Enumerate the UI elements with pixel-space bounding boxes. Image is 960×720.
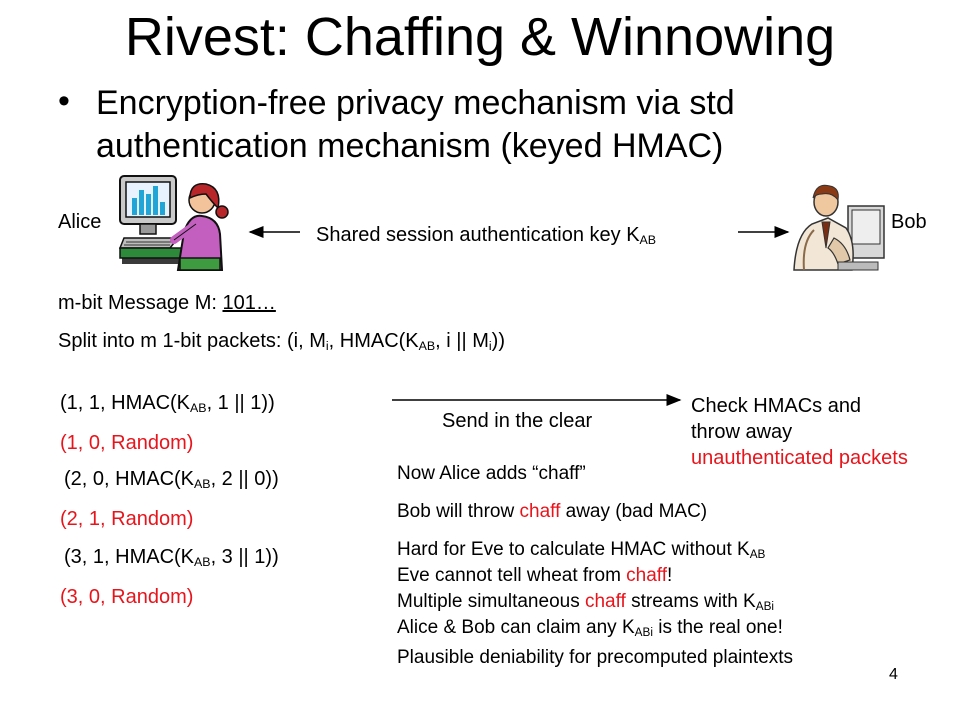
slide-title: Rivest: Chaffing & Winnowing xyxy=(124,7,836,67)
alice-label: Alice xyxy=(58,211,102,233)
packet-2-chaff: (2, 1, Random) xyxy=(60,508,194,530)
bob-label: Bob xyxy=(891,211,927,233)
packet-1-authentic: (1, 1, $HMAC(K_{AB}$, 1 || 1)) xyxy=(60,392,275,416)
bullet-line-2: authentication mechanism (keyed HMAC) xyxy=(96,127,724,165)
bullet-dot: • xyxy=(58,82,70,120)
wheat-from-chaff: Eve cannot tell wheat from chaff! xyxy=(397,565,673,586)
shared-key-label: Shared session authentication key $K_{AB}$ xyxy=(316,224,657,248)
message-value: 101… xyxy=(222,292,276,314)
message-line: m-bit Message M: 101… xyxy=(58,292,276,314)
packet-3-chaff: (3, 0, Random) xyxy=(60,586,194,608)
split-line: Split into m 1-bit packets: (i, $M_i$, $HMAC(K_{AB}$, i || $M_i$)) xyxy=(58,330,505,354)
plausible-deniability: Plausible deniability for precomputed plaintexts xyxy=(397,647,794,668)
hard-for-eve: Hard for Eve to calculate HMAC without $K_{AB}$ xyxy=(397,539,766,561)
packet-1-chaff: (1, 0, Random) xyxy=(60,432,194,454)
send-clear-label: Send in the clear xyxy=(442,410,593,432)
check-hmac-note: Check HMACs and throw away unauthenticated packets xyxy=(691,395,908,469)
claim-real-key: Alice & Bob can claim any $K_{ABi}$ is the real one! xyxy=(397,617,783,639)
bob-throws-chaff-note: Bob will throw chaff away (bad MAC) xyxy=(397,501,708,522)
bullet-line-1: Encryption-free privacy mechanism via std xyxy=(96,84,735,122)
packet-2-authentic: (2, 0, $HMAC(K_{AB}$, 2 || 0)) xyxy=(64,468,279,492)
slide-number: 4 xyxy=(889,666,898,683)
chaff-added-note: Now Alice adds “chaff” xyxy=(397,463,586,484)
packet-3-authentic: (3, 1, $HMAC(K_{AB}$, 3 || 1)) xyxy=(64,546,279,570)
multiple-streams: Multiple simultaneous chaff streams with $K_{ABi}$ xyxy=(397,591,775,613)
